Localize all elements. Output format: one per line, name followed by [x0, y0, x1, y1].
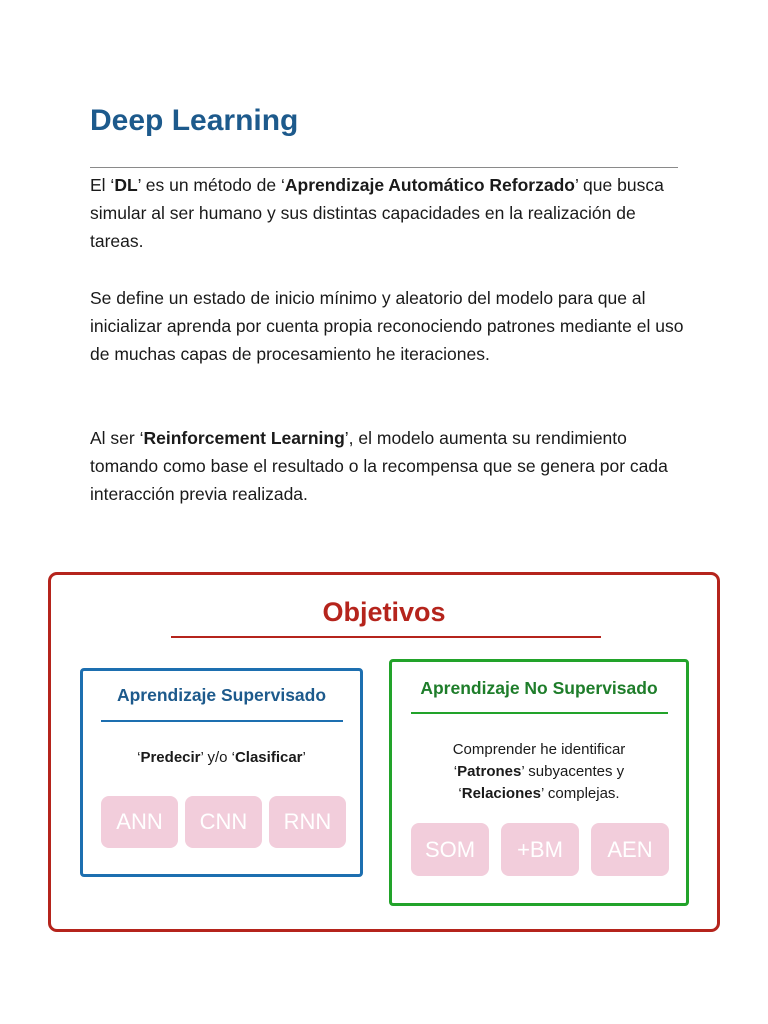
model-chip-aen: AEN — [591, 823, 669, 876]
model-chip-bm: +BM — [501, 823, 579, 876]
unsupervised-learning-card — [389, 659, 689, 906]
supervised-card-divider — [101, 720, 343, 722]
objetivos-box — [48, 572, 720, 932]
unsupervised-card-divider — [411, 712, 668, 714]
supervised-card-title: Aprendizaje Supervisado — [116, 685, 327, 705]
definition-paragraph: Se define un estado de inicio mínimo y aleatorio del modelo para que al inicializar aprenda por cuenta propia reconociendo patrones mediante el uso de muchas capas de procesamiento he iteraciones. — [90, 288, 684, 364]
model-chip-cnn: CNN — [185, 796, 262, 848]
intro-paragraph: El ‘DL’ es un método de ‘Aprendizaje Automático Reforzado’ que busca simular al ser humano y sus distintas capacidades en la realización de tareas. — [90, 175, 664, 251]
reinforcement-paragraph: Al ser ‘Reinforcement Learning’, el modelo aumenta su rendimiento tomando como base el resultado o la recompensa que se genera por cada interacción previa realizada. — [90, 428, 668, 504]
objetivos-divider — [171, 636, 601, 638]
unsupervised-card-title: Aprendizaje No Supervisado — [420, 678, 658, 698]
objetivos-title: Objetivos — [322, 597, 446, 627]
supervised-card-text: ‘Predecir’ y/o ‘Clasificar’ — [137, 749, 306, 766]
unsupervised-card-text: Comprender he identificar ‘Patrones’ subyacentes y ‘Relaciones’ complejas. — [452, 741, 626, 802]
unsupervised-model-chips — [411, 823, 669, 876]
model-chip-rnn: RNN — [269, 796, 346, 848]
title-divider — [90, 167, 678, 168]
model-chip-ann: ANN — [101, 796, 178, 848]
supervised-model-chips — [101, 796, 346, 848]
supervised-learning-card — [80, 668, 363, 877]
page-title: Deep Learning — [90, 104, 299, 137]
model-chip-som: SOM — [411, 823, 489, 876]
